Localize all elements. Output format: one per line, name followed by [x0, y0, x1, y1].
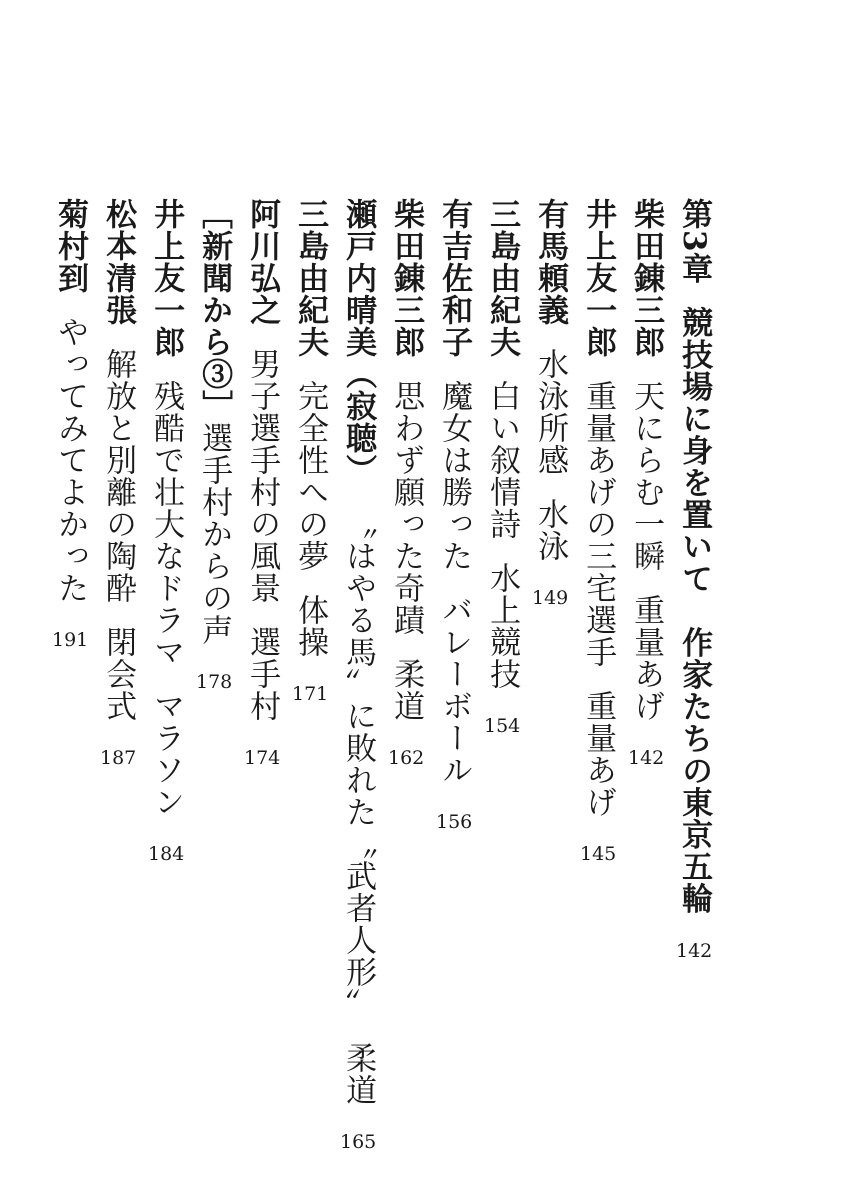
chapter-label: 第3章 — [676, 198, 713, 285]
entry-author: 三島由紀夫 — [292, 198, 329, 358]
entry-title: 魔女は勝った — [436, 380, 473, 572]
entry-page: 174 — [244, 747, 281, 769]
entry-category: 閉会式 — [100, 626, 137, 722]
toc-entry — [388, 198, 424, 1158]
entry-page: 142 — [628, 747, 665, 769]
entry-title: 完全性への夢 — [292, 380, 329, 572]
toc-entry — [532, 198, 568, 1158]
entry-title: 水泳所感 — [532, 348, 569, 476]
entry-category: 選手村 — [244, 626, 281, 722]
entry-page: 178 — [196, 671, 233, 693]
entry-author: 松本清張 — [100, 198, 137, 326]
toc-entry — [244, 198, 280, 1158]
toc-entry — [100, 198, 136, 1158]
toc-entry — [580, 198, 616, 1158]
chapter-page: 142 — [676, 939, 713, 962]
entry-author: 柴田錬三郎 — [628, 198, 665, 358]
entry-page: 171 — [292, 683, 329, 705]
entry-title: やってみてよかった — [52, 316, 89, 604]
toc-entry — [52, 198, 88, 1158]
entry-author: 瀬戸内晴美（寂聴） — [340, 198, 377, 486]
toc-entry — [628, 198, 664, 1158]
entry-page: 191 — [52, 629, 89, 651]
entry-page: 184 — [148, 843, 185, 865]
toc-entry — [340, 198, 376, 1158]
entry-author: 井上友一郎 — [148, 198, 185, 358]
entry-title: 白い叙情詩 — [484, 380, 521, 540]
entry-category: バレーボール — [436, 594, 473, 786]
entry-page: 149 — [532, 587, 569, 609]
entry-author: 有吉佐和子 — [436, 198, 473, 358]
entry-page: 156 — [436, 811, 473, 833]
entry-category: 水泳 — [532, 498, 569, 562]
entry-title: 思わず願った奇蹟 — [388, 380, 425, 636]
entry-author: 阿川弘之 — [244, 198, 281, 326]
entry-category: 水上競技 — [484, 562, 521, 690]
entry-author: 三島由紀夫 — [484, 198, 521, 358]
entry-category: 重量あげ — [628, 594, 665, 722]
toc-entry — [292, 198, 328, 1158]
toc-entry — [484, 198, 520, 1158]
entry-page: 162 — [388, 747, 425, 769]
entry-title: 天にらむ一瞬 — [628, 380, 665, 572]
entry-category: 柔道 — [388, 658, 425, 722]
entry-page: 154 — [484, 715, 521, 737]
entry-page: 165 — [340, 1131, 377, 1153]
entry-page: 187 — [100, 747, 137, 769]
chapter-heading — [676, 198, 712, 1158]
toc-entry — [436, 198, 472, 1158]
entry-author: 柴田錬三郎 — [388, 198, 425, 358]
entry-page: 145 — [580, 843, 617, 865]
entry-author: 有馬頼義 — [532, 198, 569, 326]
entry-title: 重量あげの三宅選手 — [580, 380, 617, 668]
entry-author: ［新聞から③］ — [196, 198, 233, 422]
toc-entry — [196, 198, 232, 1158]
chapter-title: 競技場に身を置いて 作家たちの東京五輪 — [676, 306, 713, 915]
entry-title: 〝はやる馬〟に敗れた〝武者人形〟 — [340, 508, 377, 1020]
entry-title: 解放と別離の陶酔 — [100, 348, 137, 604]
entry-category: 重量あげ — [580, 690, 617, 818]
entry-author: 井上友一郎 — [580, 198, 617, 358]
entry-category: 体操 — [292, 594, 329, 658]
entry-category: 柔道 — [340, 1042, 377, 1106]
entry-author: 菊村到 — [52, 198, 89, 294]
entry-title: 男子選手村の風景 — [244, 348, 281, 604]
entry-title: 選手村からの声 — [196, 422, 233, 646]
toc-entry — [148, 198, 184, 1158]
entry-category: マラソン — [148, 690, 185, 818]
entry-title: 残酷で壮大なドラマ — [148, 380, 185, 668]
